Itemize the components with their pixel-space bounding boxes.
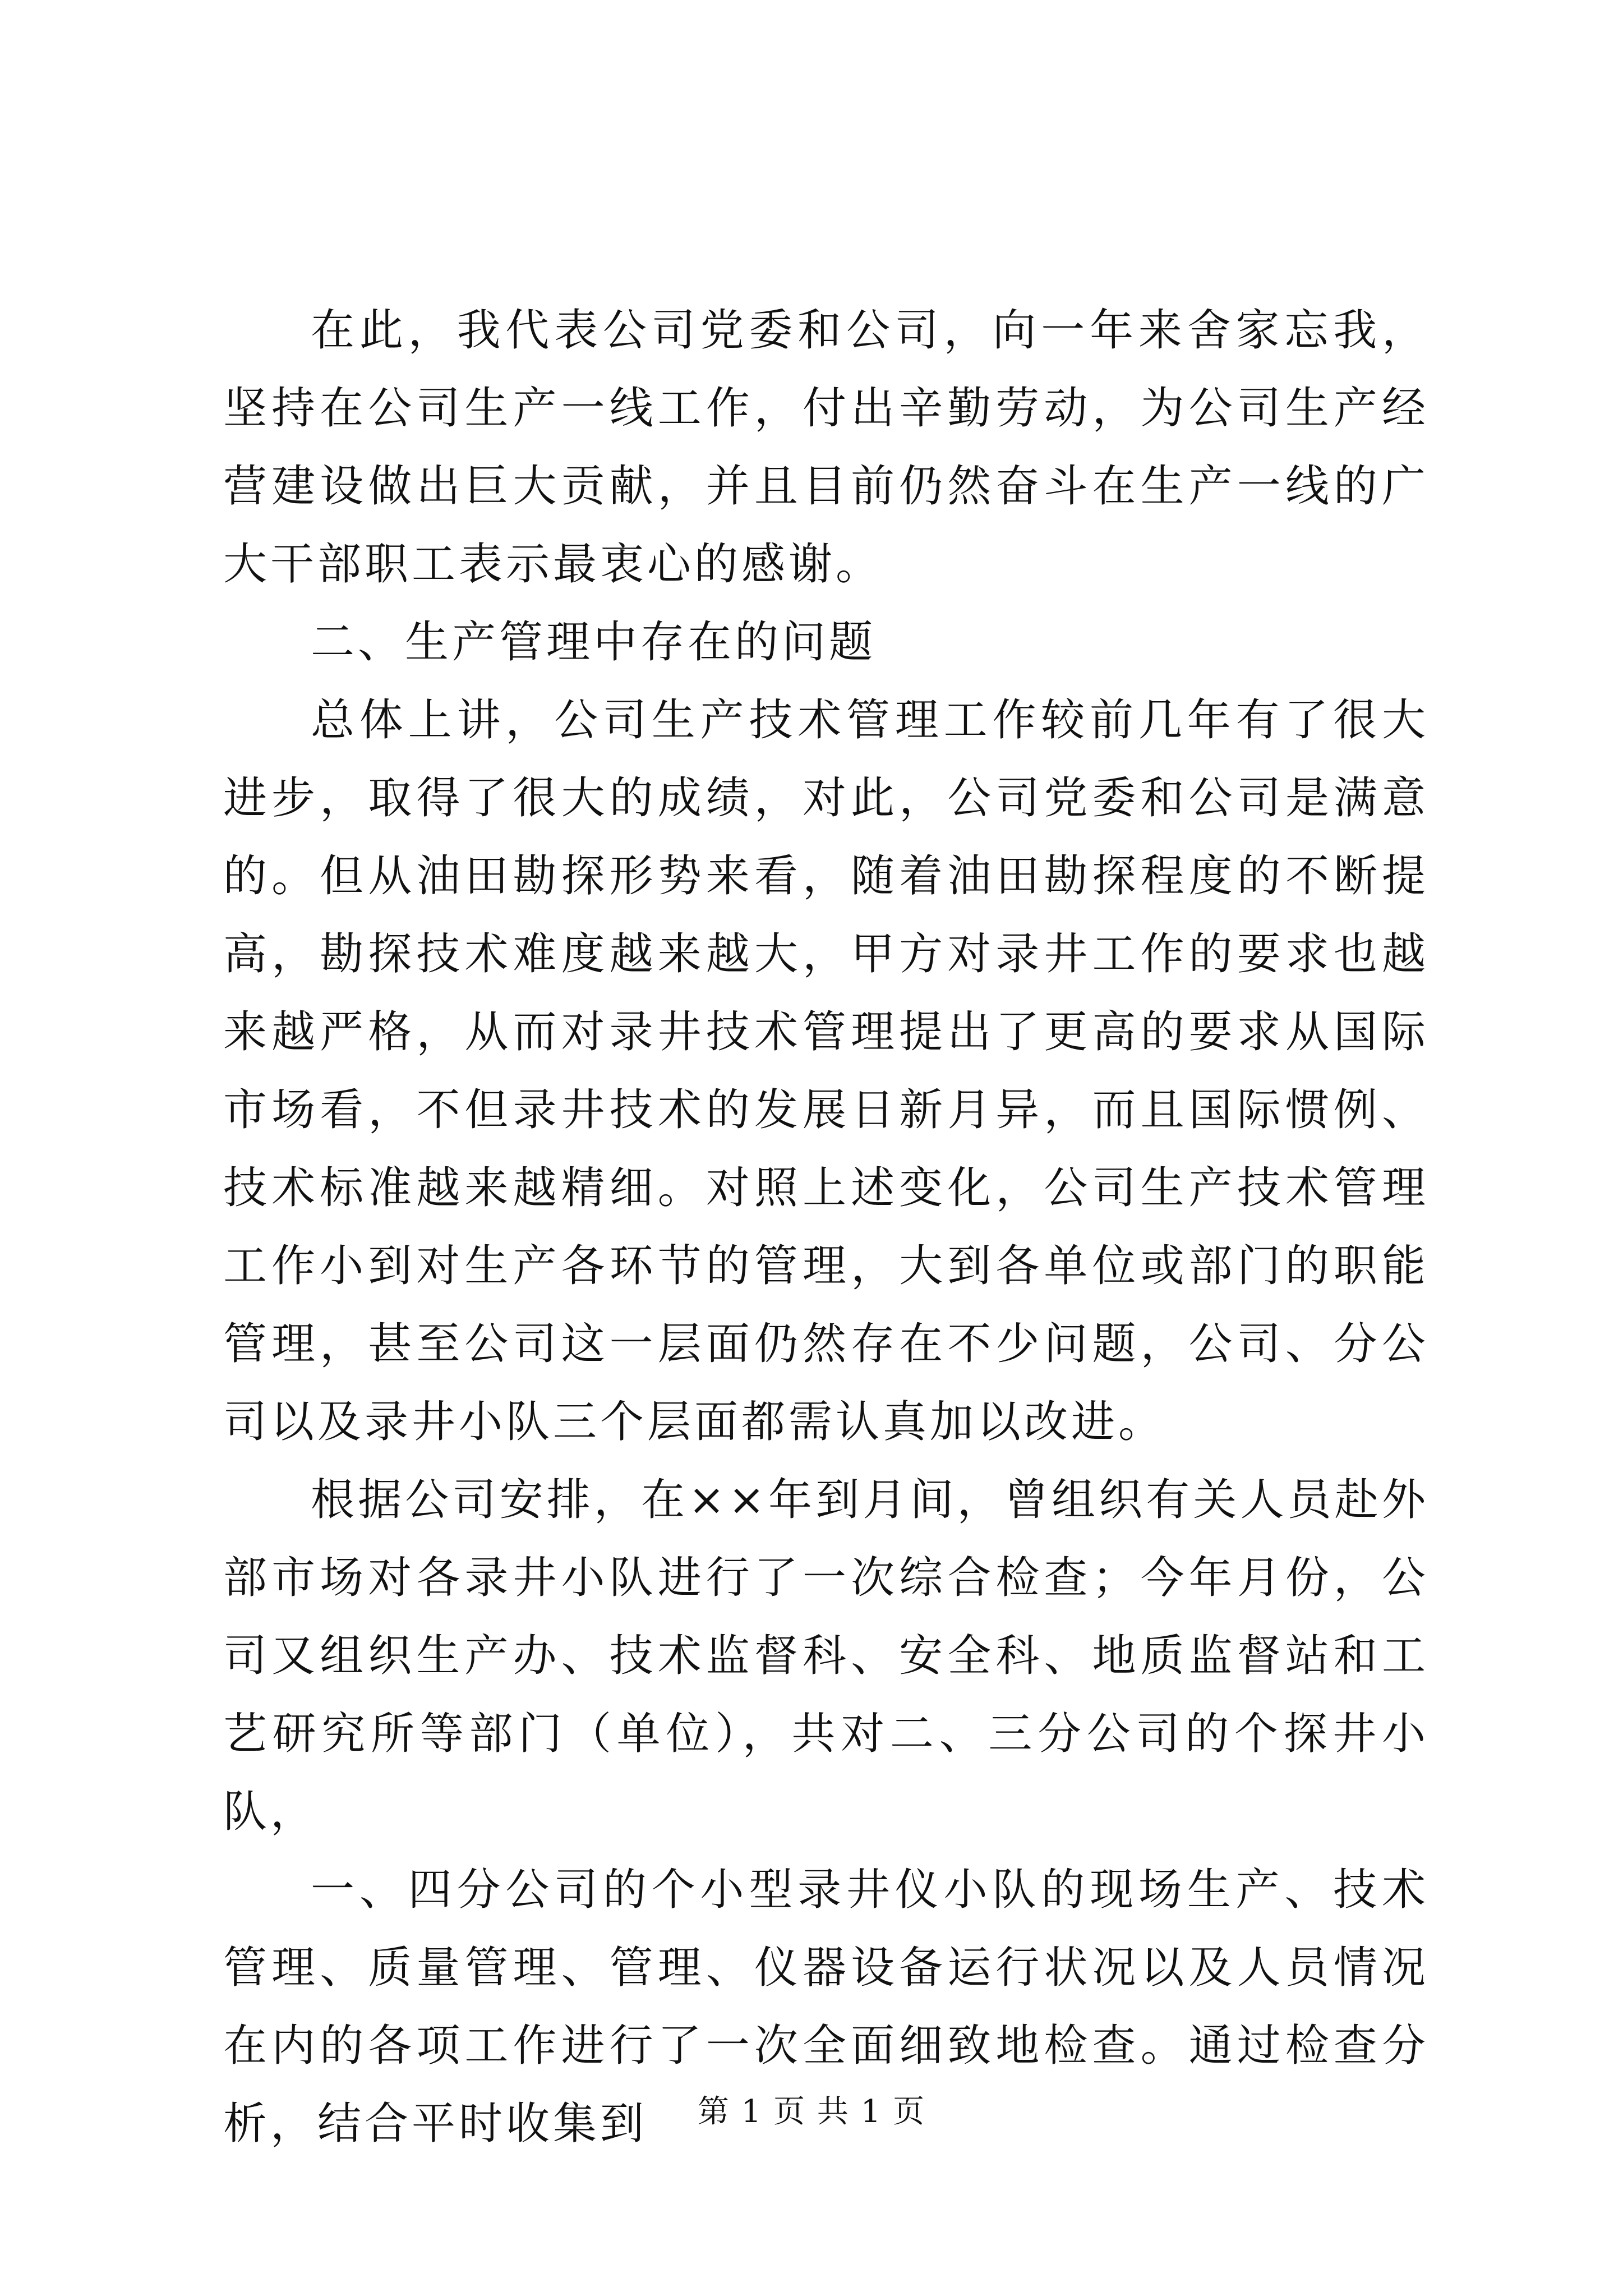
paragraph-inspection: 根据公司安排，在××年到月间，曾组织有关人员赴外部市场对各录井小队进行了一次综合检查；今年月份，公司又组织生产办、技术监督科、安全科、地质监督站和工艺研究所等部门（单位），共对二、三分公司的个探井小队， <box>223 1475 1429 1837</box>
paragraph-overview: 总体上讲，公司生产技术管理工作较前几年有了很大进步，取得了很大的成绩，对此，公司党委和公司是满意的。但从油田勘探形势来看，随着油田勘探程度的不断提高，勘探技术难度越来越大，甲方对录井工作的要求也越来越严格，从而对录井技术管理提出了更高的要求从国际市场看，不但录井技术的发展日新月异，而且国际惯例、技术标准越来越精细。对照上述变化，公司生产技术管理工作小到对生产各环节的管理，大到各单位或部门的职能管理，甚至公司这一层面仍然存在不少问题，公司、分公司以及录井小队三个层面都需认真加以改进。 <box>223 695 1429 1447</box>
section-heading: 二、生产管理中存在的问题 <box>311 617 877 668</box>
paragraph-thanks: 在此，我代表公司党委和公司，向一年来舍家忘我，坚持在公司生产一线工作，付出辛勤劳动，为公司生产经营建设做出巨大贡献，并且目前仍然奋斗在生产一线的广大干部职工表示最衷心的感谢。 <box>223 305 1429 590</box>
document-body <box>223 292 1429 2163</box>
page-number-footer: 第 1 页 共 1 页 <box>697 2093 926 2130</box>
paragraph-inspection-continued: 一、四分公司的个小型录井仪小队的现场生产、技术管理、质量管理、管理、仪器设备运行状况以及人员情况在内的各项工作进行了一次全面细致地检查。通过检查分析，结合平时收集到 <box>223 1865 1429 2149</box>
